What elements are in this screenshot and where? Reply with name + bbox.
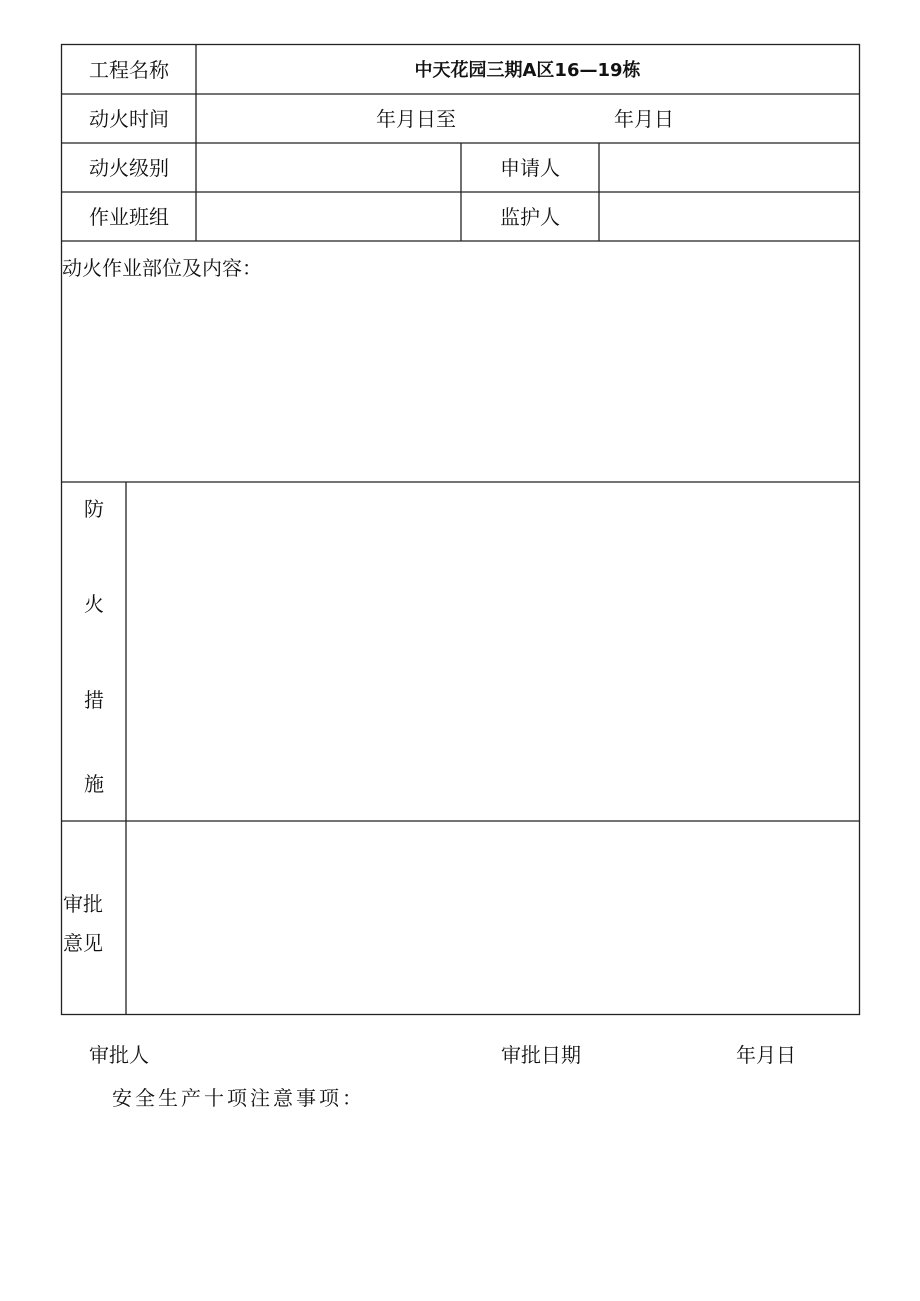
measures-char-1: 防 xyxy=(84,497,104,521)
project-name-label: 工程名称 xyxy=(89,58,169,82)
approval-date-label: 审批日期 xyxy=(501,1043,581,1067)
fire-level-field[interactable] xyxy=(197,144,460,191)
fire-content-field[interactable] xyxy=(62,284,859,481)
guardian-label: 监护人 xyxy=(500,205,560,229)
fire-time-from: 年月日至 xyxy=(376,107,456,131)
opinion-label-line2: 意见 xyxy=(63,931,103,955)
measures-char-4: 施 xyxy=(84,772,104,796)
measures-char-3: 措 xyxy=(84,688,104,712)
measures-char-2: 火 xyxy=(84,592,104,616)
guardian-field[interactable] xyxy=(600,193,858,240)
fire-time-label: 动火时间 xyxy=(89,107,169,131)
work-team-label: 作业班组 xyxy=(89,205,169,229)
fire-content-label: 动火作业部位及内容： xyxy=(62,256,262,280)
applicant-field[interactable] xyxy=(600,144,858,191)
fire-measures-field[interactable] xyxy=(127,483,859,820)
approver-label: 审批人 xyxy=(89,1043,149,1067)
safety-notes-title: 安全生产十项注意事项： xyxy=(112,1086,365,1110)
work-team-field[interactable] xyxy=(197,193,460,240)
approval-date-value: 年月日 xyxy=(736,1043,796,1067)
applicant-label: 申请人 xyxy=(500,156,560,180)
opinion-label-line1: 审批 xyxy=(63,892,103,916)
approval-opinion-field[interactable] xyxy=(127,822,859,1014)
fire-time-to: 年月日 xyxy=(614,107,674,131)
project-name-value: 中天花园三期A区16—19栋 xyxy=(414,60,641,81)
fire-level-label: 动火级别 xyxy=(89,156,169,180)
